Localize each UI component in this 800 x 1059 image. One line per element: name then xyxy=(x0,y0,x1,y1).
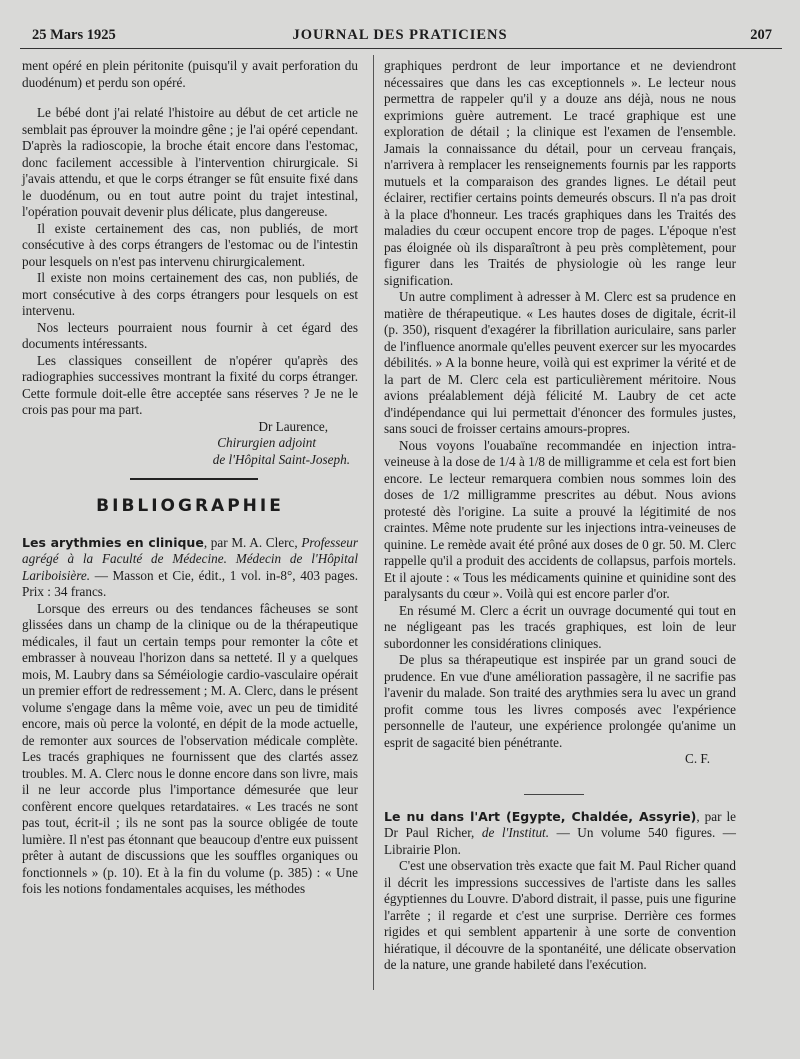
paragraph: Il existe certainement des cas, non publiés, de mort consécutive à des corps étrangers de l'estomac ou de l'intestin pour lesquels on n'est pas intervenu chirurgicalement. xyxy=(22,220,358,269)
paragraph: Nous voyons l'ouabaïne recommandée en injection intra-veineuse à la dose de 1/4 à 1/8 de milligramme et cela est fort bien encore. Le lecteur remarquera combien nous sommes loin des doses de 1/2 milligramme prescrites au début. Nous avions protesté dès l'origine. La suite a prouvé la légitimité de nos craintes. Même note prudente sur les injections intra-veineuses de quinine. Le remède avait été prôné aux doses de 0 gr. 50. M. Clerc rappelle qu'il a produit des accidents de collapsus, parfois mortels. Et il ajoute : « Tous les médicaments quinine et quinidine sont des paralysants du cœur ». Voilà qui est encore parler d'or. xyxy=(384,437,736,601)
paragraph: Le bébé dont j'ai relaté l'histoire au début de cet article ne semblait pas éprouver la moindre gêne ; je l'ai opéré cependant. D'après la radioscopie, la broche était encore dans l'estomac, donc facilement accessible à l'intervention chirurgicale. Si j'avais attendu, et que le corps étranger se fût ensuite fixé dans le duodénum, ou en tout autre point du trajet intestinal, l'opération pouvait devenir plus délicate, plus dangereuse. xyxy=(22,105,358,219)
paragraph: Nos lecteurs pourraient nous fournir à cet égard des documents intéressants. xyxy=(22,319,358,351)
book-author: , par le Dr Paul Richer, xyxy=(384,808,736,840)
paragraph: graphiques perdront de leur importance et ne deviendront nécessaires que dans les cas exceptionnels ». Le lecteur nous permettra de rappeler qu'il y a douze ans déjà, nous ne nous exprimions guère autrement. Le tracé graphique est une exploration de détail ; la clinique est l'examen de l'ensemble. Jamais la connaissance du détail, pour un cerveau français, n'arrivera à remplacer les renseignements fournis par les rapports mutuels et la comparaison des grandes lignes. Le détail peut éclairer, rectifier certains points demeurés obscurs. Il n'a pas droit à la place d'honneur. Les tracés graphiques dans les Traités des maladies du cœur occupent encore trop de pages. L'époque n'est pas éloignée où ils disparaîtront à peu près complètement, pour figurer dans les Traités de physiologie où les range leur signification. xyxy=(384,58,736,288)
book-publisher: — Un volume 540 figures. — Librairie Plon. xyxy=(384,825,736,857)
header-date: 25 Mars 1925 xyxy=(32,27,116,43)
paragraph: Un autre compliment à adresser à M. Clerc est sa prudence en matière de thérapeutique. « Les hautes doses de digitale, écrit-il (p. 350), risquent d'exagérer la fibrillation auriculaire, sans parler de l'influence anormale qu'elles peuvent exercer sur les myocardes débilités. » A la bonne heure, voilà qui est exprimer la vérité et de la part de M. Clerc cela est particulièrement méritoire. Nous avions préalablement déjà félicité M. Laubry de cet acte d'indépendance qui lui permettait d'énoncer des formules justes, sans souci de froisser certains amours-propres. xyxy=(384,289,736,436)
paragraph: ment opéré en plein péritonite (puisqu'il y avait perforation du duodénum) et perdu son opéré. xyxy=(22,58,358,90)
section-title: BIBLIOGRAPHIE xyxy=(96,496,284,516)
signature-title: Chirurgien adjoint xyxy=(217,435,316,450)
header-page-number: 207 xyxy=(750,27,772,43)
header-journal-title: JOURNAL DES PRATICIENS xyxy=(292,27,508,43)
book-title: Les arythmies en clinique xyxy=(22,534,204,550)
paragraph: Les classiques conseillent de n'opérer qu'après des radiographies successives montrant la fixité du corps étranger. Cette formule doit-elle être acceptée sans réserves ? Je ne le crois pas pour ma part. xyxy=(22,352,358,417)
bibliography-entry-heading xyxy=(384,809,736,859)
review-signature: C. F. xyxy=(685,751,710,766)
author-role: Professeur agrégé à la Faculté de Médecine. Médecin de l'Hôpital Lariboisière. xyxy=(22,534,358,583)
signature-name: Dr Laurence, xyxy=(258,418,328,434)
author-role: de l'Institut. xyxy=(481,825,550,840)
paragraph: Il existe non moins certainement des cas, non publiés, de mort consécutive à des corps étrangers pour lesquels on est intervenu. xyxy=(22,270,358,318)
header-rule xyxy=(20,48,782,49)
paragraph: De plus sa thérapeutique est inspirée par un grand souci de prudence. En vue d'une amélioration passagère, il ne sacrifie pas l'avenir du malade. Son traité des arythmies sera lu avec un grand profit comme tous les livres composés avec l'expérience personnelle de l'auteur, une expérience prolongée qu'anime un esprit de sagacité bien pénétrante. xyxy=(384,652,736,750)
review-paragraph: C'est une observation très exacte que fait M. Paul Richer quand il décrit les impressions successives de l'artiste dans les salles égyptiennes du Louvre. D'abord distrait, il passe, puis une figurine l'arrête ; il regarde et c'est une surprise. Derrière ces formes rigides et qui semblent appartenir à une sorte de convention hiératique, il découvre de la spontanéité, une délicate observation de la nature, une grande habileté dans l'exécution. xyxy=(384,858,736,972)
review-paragraph: Lorsque des erreurs ou des tendances fâcheuses se sont glissées dans un champ de la clinique ou de la thérapeutique médicales, il faut un certain temps pour remonter la côte et embrasser à nouveau l'horizon dans sa netteté. Il y a quelques mois, M. Laubry dans sa Séméiologie cardio-vasculaire opérait un premier effort de redressement ; M. A. Clerc, dans le présent volume s'engage dans la même voie, avec un peu de timidité encore, mais où perce la volonté, en dépit de la mode actuelle, de remonter aux sources de l'observation médicale complète. Les tracés graphiques ne fournissent que des clartés assez troubles. M. A. Clerc nous le donne encore dans son livre, mais il ne leur accorde plus l'importance démesurée que leur confèrent encore quelques retardataires. « Les tracés ne sont pas tout, écrit-il ; ils ne sont pas la source obligée de toute lumière. Il n'est pas étonnant que beaucoup d'entre eux puissent prêter à autant de discussions que les souffles organiques ou fonctionnels » (p. 10). Et à la fin du volume (p. 385) : « Une fois les notions fondamentales acquises, les méthodes xyxy=(22,600,358,896)
right-column xyxy=(384,58,736,974)
page-header xyxy=(24,24,776,48)
paragraph: En résumé M. Clerc a écrit un ouvrage documenté qui tout en ne négligeant pas les tracés graphiques, est loin de leur subordonner les considérations cliniques. xyxy=(384,602,736,651)
book-publisher: — Masson et Cie, édit., 1 vol. in-8°, 403 pages. Prix : 34 francs. xyxy=(22,567,358,599)
entry-divider xyxy=(524,794,584,795)
signature-hospital: de l'Hôpital Saint-Joseph. xyxy=(212,451,350,467)
book-title: Le nu dans l'Art (Egypte, Chaldée, Assyrie) xyxy=(384,808,697,824)
book-author: , par M. A. Clerc, xyxy=(203,534,302,550)
left-column xyxy=(22,58,358,898)
column-separator xyxy=(373,55,374,990)
bibliography-entry-heading xyxy=(22,535,358,601)
section-divider xyxy=(130,478,258,480)
